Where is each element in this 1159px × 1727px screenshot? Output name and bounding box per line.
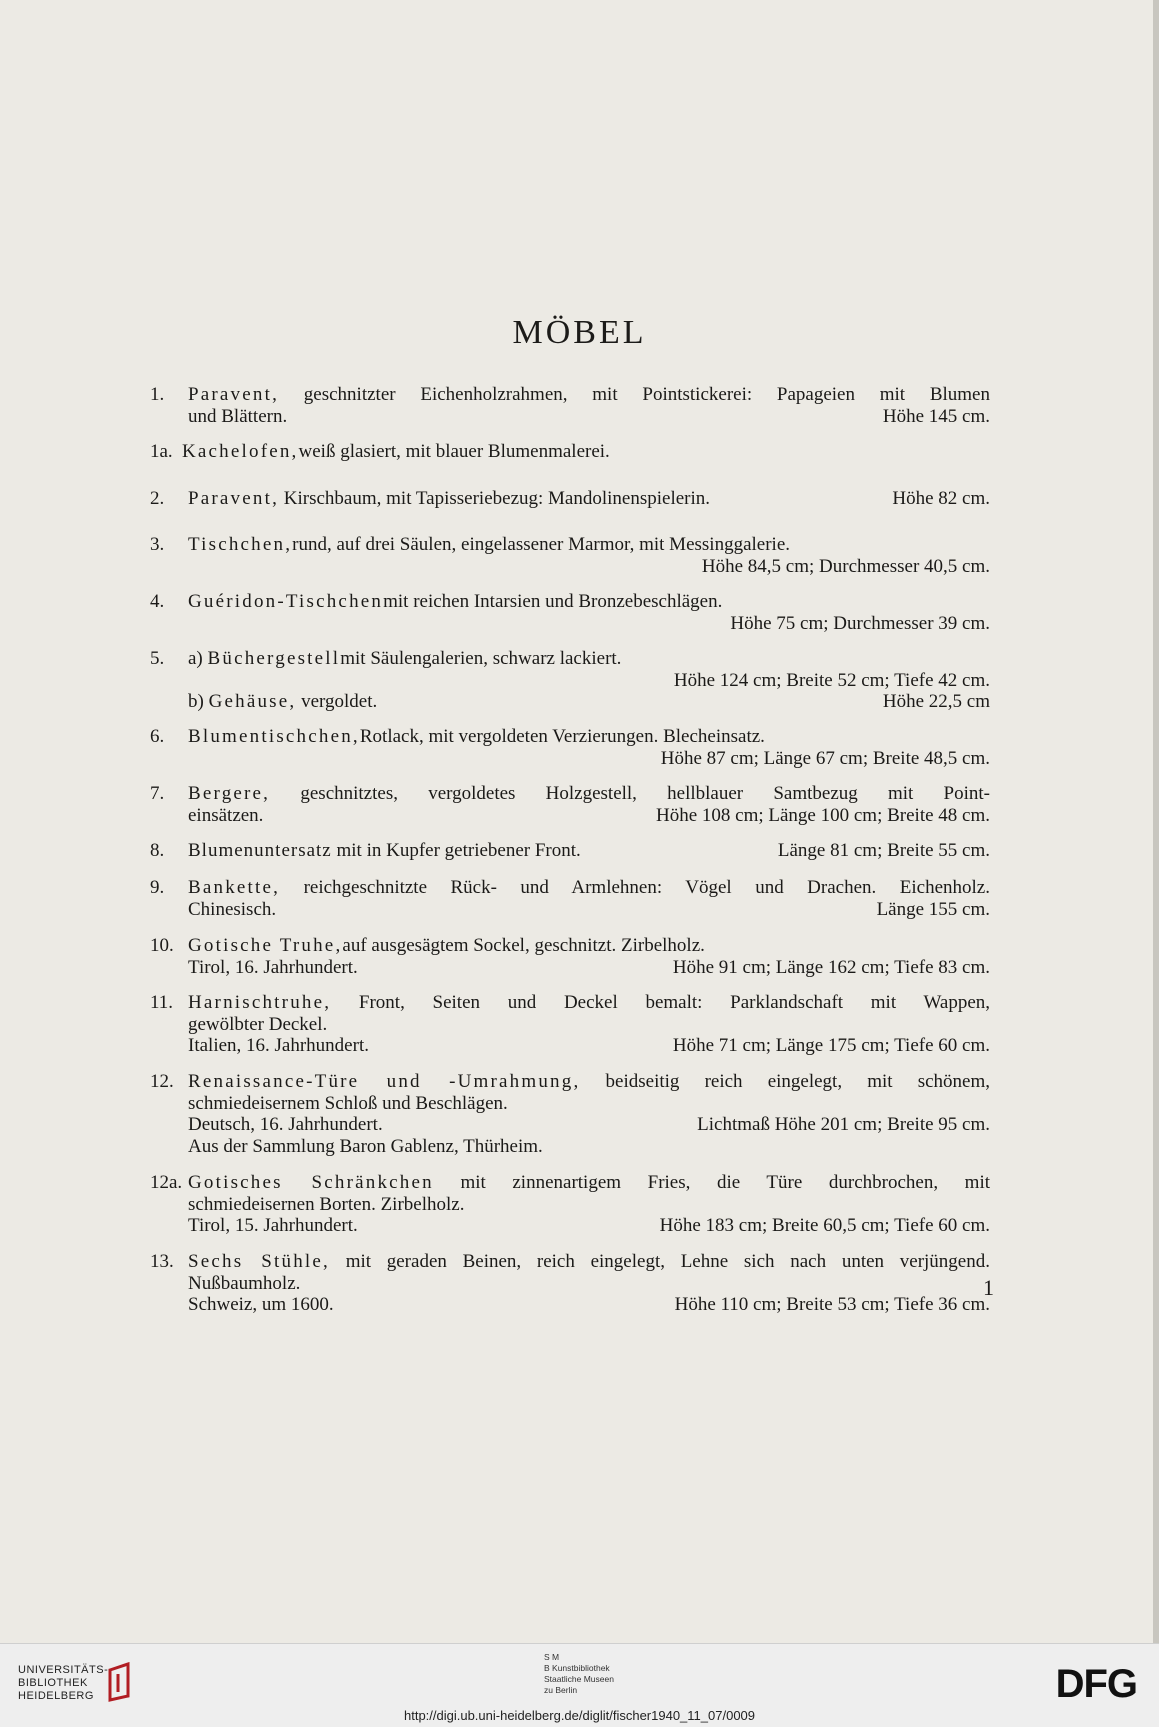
entry-name: Paravent,: [188, 488, 280, 509]
entry-subitem-description: vergoldet.: [296, 691, 378, 712]
entry-origin: Deutsch, 16. Jahrhundert.: [188, 1114, 383, 1135]
entry-description: rund, auf drei Säulen, eingelassener Marmor, mit Messinggalerie.: [292, 534, 791, 555]
entry-number: 10.: [150, 935, 174, 956]
catalog-entry-6: [150, 726, 990, 769]
entry-description: geschnitzter Eichenholzrahmen, mit Pointstickerei: Papageien mit Blumen: [279, 384, 990, 405]
credit-line: zu Berlin: [544, 1685, 578, 1695]
library-name-line: BIBLIOTHEK: [18, 1677, 88, 1689]
entry-description-cont: Chinesisch.: [188, 898, 277, 920]
catalog-entry-1: [150, 384, 990, 427]
entry-description-cont: Nußbaumholz.: [188, 1272, 301, 1294]
entry-name: Bergere,: [188, 783, 271, 804]
entry-number: 12a.: [150, 1172, 183, 1193]
entry-description-cont: schmiedeisernem Schloß und Beschlägen.: [188, 1092, 508, 1114]
entry-description-cont: gewölbter Deckel.: [188, 1013, 328, 1035]
entry-number: 6.: [150, 726, 165, 747]
catalog-entry-11: [150, 992, 990, 1057]
catalog-entry-12: [150, 1071, 990, 1157]
entry-name: Sechs Stühle,: [188, 1251, 330, 1272]
entry-number: 11.: [150, 992, 174, 1013]
entry-name: Blumentischchen,: [188, 726, 360, 747]
heidelberg-library-logo[interactable]: [18, 1664, 108, 1703]
entry-description: weiß glasiert, mit blauer Blumenmalerei.: [298, 441, 610, 462]
entry-dimensions: Höhe 108 cm; Länge 100 cm; Breite 48 cm.: [656, 804, 990, 826]
entry-name: Gotische Truhe,: [188, 935, 343, 956]
smb-kunstbibliothek-credit: [544, 1652, 614, 1696]
credit-line: S M: [544, 1652, 560, 1662]
entry-name: Guéridon-Tischchen: [188, 591, 384, 612]
library-name-line: UNIVERSITÄTS-: [18, 1664, 109, 1676]
catalog-entry-2: [150, 488, 990, 510]
entry-name: Blumenuntersatz: [188, 840, 332, 861]
catalog-entry-13: [150, 1251, 990, 1316]
entry-dimensions: Höhe 145 cm.: [882, 405, 990, 427]
entry-description: mit geraden Beinen, reich eingelegt, Lehne sich nach unten verjüngend.: [329, 1251, 990, 1272]
entry-dimensions: Höhe 71 cm; Länge 175 cm; Tiefe 60 cm.: [672, 1035, 990, 1056]
catalog-entry-4: [150, 591, 990, 634]
entry-description-cont: und Blättern.: [188, 405, 288, 427]
credit-line: Staatliche Museen: [544, 1674, 614, 1684]
entry-description: Front, Seiten und Deckel bemalt: Parklandschaft mit Wappen,: [331, 992, 990, 1013]
entry-description-cont: einsätzen.: [188, 804, 264, 826]
entry-name: Gotisches Schränkchen: [188, 1172, 434, 1193]
entry-dimensions: Höhe 84,5 cm; Durchmesser 40,5 cm.: [701, 555, 990, 577]
entry-number: 1.: [150, 384, 165, 405]
credit-line: B Kunstbibliothek: [544, 1663, 610, 1673]
page-title: MÖBEL: [512, 314, 647, 351]
entry-origin: Schweiz, um 1600.: [188, 1294, 334, 1315]
viewer-footer: [0, 1643, 1159, 1727]
entry-dimensions: Länge 81 cm; Breite 55 cm.: [777, 840, 990, 861]
entry-description: Kirschbaum, mit Tapisseriebezug: Mandolinenspielerin.: [279, 488, 711, 509]
page-edge: [1153, 0, 1159, 1643]
entry-description: geschnitztes, vergoldetes Holzgestell, hellblauer Samtbezug mit Point-: [270, 783, 990, 804]
entry-dimensions: Höhe 110 cm; Breite 53 cm; Tiefe 36 cm.: [674, 1294, 990, 1315]
entry-dimensions: Höhe 82 cm.: [892, 488, 990, 509]
entry-description: Rotlack, mit vergoldeten Verzierungen. Blecheinsatz.: [359, 726, 765, 747]
catalog-entry-7: [150, 783, 990, 826]
entry-subitem-name: Gehäuse,: [208, 691, 297, 712]
entry-dimensions: Höhe 75 cm; Durchmesser 39 cm.: [730, 612, 990, 634]
page-number: 1: [983, 1275, 994, 1300]
catalog-entry-9: [150, 877, 990, 920]
entry-name: Kachelofen,: [182, 441, 299, 462]
entry-description: mit Säulengalerien, schwarz lackiert.: [340, 648, 622, 669]
library-logo-icon: [106, 1662, 136, 1702]
entry-origin: Tirol, 15. Jahrhundert.: [188, 1215, 358, 1236]
entry-number: 1a.: [150, 441, 173, 462]
entry-name: Paravent,: [188, 384, 280, 405]
entry-number: 8.: [150, 840, 165, 861]
entry-subitem-a-label: a): [188, 648, 208, 669]
catalog-entry-8: [150, 840, 990, 862]
entry-origin: Tirol, 16. Jahrhundert.: [188, 956, 358, 978]
entry-subitem-dimensions: Höhe 22,5 cm: [882, 691, 990, 712]
entry-description-cont: schmiedeisernen Borten. Zirbelholz.: [188, 1193, 465, 1215]
entry-dimensions: Höhe 183 cm; Breite 60,5 cm; Tiefe 60 cm.: [659, 1215, 990, 1236]
entry-description: beidseitig reich eingelegt, mit schönem,: [580, 1071, 990, 1092]
entry-subitem-b-label: b): [188, 691, 209, 712]
entry-origin: Italien, 16. Jahrhundert.: [188, 1035, 369, 1056]
entry-name: Tischchen,: [188, 534, 293, 555]
catalog-entry-12a: [150, 1172, 990, 1237]
entry-number: 9.: [150, 877, 165, 898]
library-name-line: HEIDELBERG: [18, 1690, 94, 1702]
catalog-entry-10: [150, 935, 990, 978]
entry-description: mit reichen Intarsien und Bronzebeschlägen.: [383, 591, 723, 612]
entry-name: Büchergestell: [207, 648, 341, 669]
entry-number: 7.: [150, 783, 165, 804]
dfg-logo[interactable]: DFG: [1055, 1662, 1137, 1706]
entry-name: Harnischtruhe,: [188, 992, 332, 1013]
entry-dimensions: Höhe 91 cm; Länge 162 cm; Tiefe 83 cm.: [672, 956, 990, 978]
entry-description: reichgeschnitzte Rück- und Armlehnen: Vögel und Drachen. Eichenholz.: [280, 877, 990, 898]
entry-provenance: Aus der Sammlung Baron Gablenz, Thürheim.: [188, 1135, 543, 1157]
entry-description: auf ausgesägtem Sockel, geschnitzt. Zirbelholz.: [342, 935, 705, 956]
catalog-entry-1a: [150, 441, 990, 463]
entry-number: 13.: [150, 1251, 174, 1272]
entry-number: 2.: [150, 488, 165, 509]
entry-number: 4.: [150, 591, 165, 612]
entry-dimensions: Lichtmaß Höhe 201 cm; Breite 95 cm.: [697, 1114, 990, 1135]
catalog-entry-3: [150, 534, 990, 577]
permalink-url[interactable]: http://digi.ub.uni-heidelberg.de/diglit/fischer1940_11_07/0009: [403, 1708, 756, 1723]
entry-number: 12.: [150, 1071, 174, 1092]
entry-name: Renaissance-Türe und -Umrahmung,: [188, 1071, 581, 1092]
entry-number: 5.: [150, 648, 165, 669]
entry-name: Bankette,: [188, 877, 281, 898]
catalog-entry-5: [150, 648, 990, 713]
entry-dimensions: Höhe 124 cm; Breite 52 cm; Tiefe 42 cm.: [673, 669, 990, 691]
entry-dimensions: Länge 155 cm.: [876, 898, 990, 920]
entry-description: mit in Kupfer getriebener Front.: [331, 840, 581, 861]
entry-dimensions: Höhe 87 cm; Länge 67 cm; Breite 48,5 cm.: [660, 747, 990, 769]
entry-number: 3.: [150, 534, 165, 555]
entry-description: mit zinnenartigem Fries, die Türe durchbrochen, mit: [433, 1172, 990, 1193]
